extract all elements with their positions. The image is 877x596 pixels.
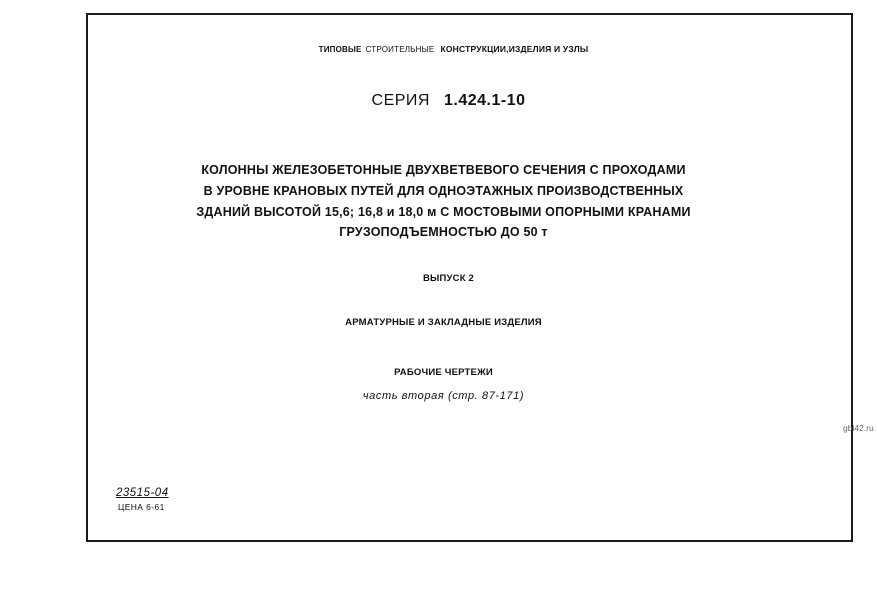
title-line-1: КОЛОННЫ ЖЕЛЕЗОБЕТОННЫЕ ДВУХВЕТВЕВОГО СЕЧЕНИЯ С ПРОХОДАМИ: [201, 163, 686, 177]
drawings-label: РАБОЧИЕ ЧЕРТЕЖИ: [394, 367, 493, 378]
header-part-c: КОНСТРУКЦИИ,ИЗДЕЛИЯ И УЗЛЫ: [440, 44, 589, 54]
header-part-b: СТРОИТЕЛЬНЫЕ: [365, 45, 435, 54]
subject-label: АРМАТУРНЫЕ И ЗАКЛАДНЫЕ ИЗДЕЛИЯ: [345, 317, 542, 328]
part-label: часть вторая (стр. 87-171): [362, 390, 525, 402]
price-label: ЦЕНА 6-61: [118, 502, 165, 512]
header-line: [0, 44, 877, 54]
series-heading: [0, 92, 877, 110]
issue-label: ВЫПУСК 2: [422, 273, 475, 284]
watermark-link[interactable]: gbi42.ru: [843, 423, 874, 433]
frame-bottom-border: [86, 540, 853, 542]
frame-top-border: [86, 13, 853, 15]
series-number: 1.424.1-10: [443, 92, 526, 109]
series-label: СЕРИЯ: [371, 92, 430, 109]
title-line-3: ЗДАНИЙ ВЫСОТОЙ 15,6; 16,8 и 18,0 м С МОСТОВЫМИ ОПОРНЫМИ КРАНАМИ: [196, 205, 691, 219]
title-line-4: ГРУЗОПОДЪЕМНОСТЬЮ ДО 50 т: [339, 225, 548, 239]
header-part-a: ТИПОВЫЕ: [318, 45, 362, 54]
document-number: 23515-04: [116, 487, 169, 499]
title-line-2: В УРОВНЕ КРАНОВЫХ ПУТЕЙ ДЛЯ ОДНОЭТАЖНЫХ ПРОИЗВОДСТВЕННЫХ: [203, 184, 684, 198]
